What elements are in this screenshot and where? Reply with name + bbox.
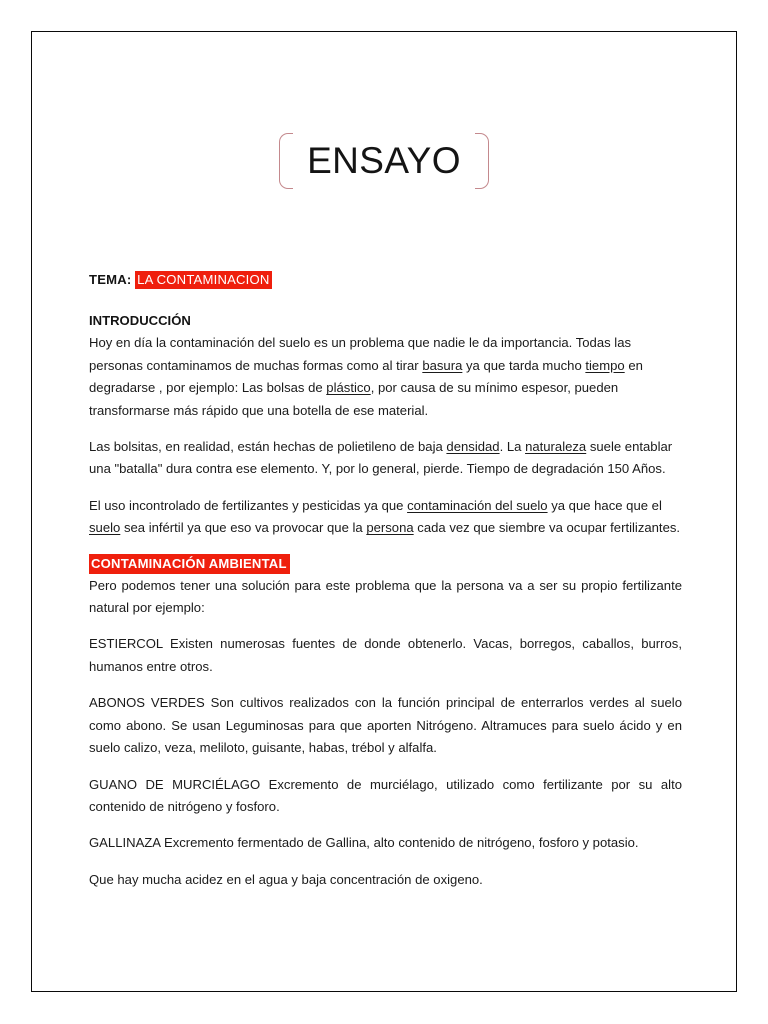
tema-value-highlight: LA CONTAMINACION: [137, 272, 270, 287]
right-bracket-icon: [475, 133, 489, 189]
left-bracket-icon: [279, 133, 293, 189]
tema-line: [89, 270, 682, 290]
section-heading-row-contaminacion-ambiental: [89, 554, 682, 574]
paragraph-ambiental-1: Pero podemos tener una solución para este problema que la persona va a ser su propio fertilizante natural por ejemplo:: [89, 577, 682, 616]
page-title: ENSAYO: [307, 140, 461, 181]
paragraph-guano-murcielago: GUANO DE MURCIÉLAGO Excremento de murciélago, utilizado como fertilizante por su alto contenido de nitrógeno y fosforo.: [89, 776, 682, 814]
tema-label: TEMA:: [89, 272, 132, 287]
paragraph-abonos-verdes: ABONOS VERDES Son cultivos realizados con la función principal de enterrarlos verdes al suelo como abono. Se usan Leguminosas para que aporten Nitrógeno. Altramuces para suelo ácido y en suelo calizo, veza, meliloto, guisante, habas, trébol y alfalfa.: [89, 695, 682, 756]
title-bracket-wrapper: [279, 142, 489, 179]
document-title-block: [32, 142, 736, 179]
document-page: [31, 31, 737, 992]
underlined-term-tiempo: tiempo: [585, 357, 625, 373]
document-body: [89, 270, 682, 891]
section-heading-introduccion: INTRODUCCIÓN: [89, 313, 191, 328]
section-heading-contaminacion-ambiental: CONTAMINACIÓN AMBIENTAL: [89, 554, 290, 574]
underlined-term-persona: persona: [366, 520, 414, 536]
underlined-term-basura: basura: [422, 357, 463, 373]
paragraph-gallinaza: GALLINAZA Excremento fermentado de Gallina, alto contenido de nitrógeno, fosforo y potasio.: [89, 835, 639, 851]
paragraph-estiercol: ESTIERCOL Existen numerosas fuentes de donde obtenerlo. Vacas, borregos, caballos, burros, humanos entre otros.: [89, 636, 682, 674]
paragraph-intro-2: Las bolsitas, en realidad, están hechas de polietileno de baja densidad. La naturaleza suele entablar una "batalla" dura contra ese elemento. Y, por lo general, pierde. Tiempo de degradación 150 Años.: [89, 439, 673, 477]
underlined-term-densidad: densidad: [446, 439, 500, 455]
paragraph-intro-3: El uso incontrolado de fertilizantes y pesticidas ya que contaminación del suelo ya que hace que el suelo sea infértil ya que eso va provocar que la persona cada vez que siembre va ocupar fertilizantes.: [89, 497, 681, 536]
paragraph-intro-1: Hoy en día la contaminación del suelo es un problema que nadie le da importancia. Todas las personas contaminamos de muchas formas como al tirar basura ya que tarda mucho tiempo en degradarse , por ejemplo: Las bolsas de plástico, por causa de su mínimo espesor, pueden transformarse más rápido que una botella de ese material.: [89, 335, 643, 418]
underlined-term-plastico: plástico: [326, 380, 371, 396]
underlined-term-contaminacion-del-suelo: contaminación del suelo: [407, 497, 548, 513]
underlined-term-naturaleza: naturaleza: [525, 439, 587, 455]
underlined-term-suelo: suelo: [89, 520, 121, 536]
paragraph-acidez-agua: Que hay mucha acidez en el agua y baja concentración de oxigeno.: [89, 871, 483, 887]
